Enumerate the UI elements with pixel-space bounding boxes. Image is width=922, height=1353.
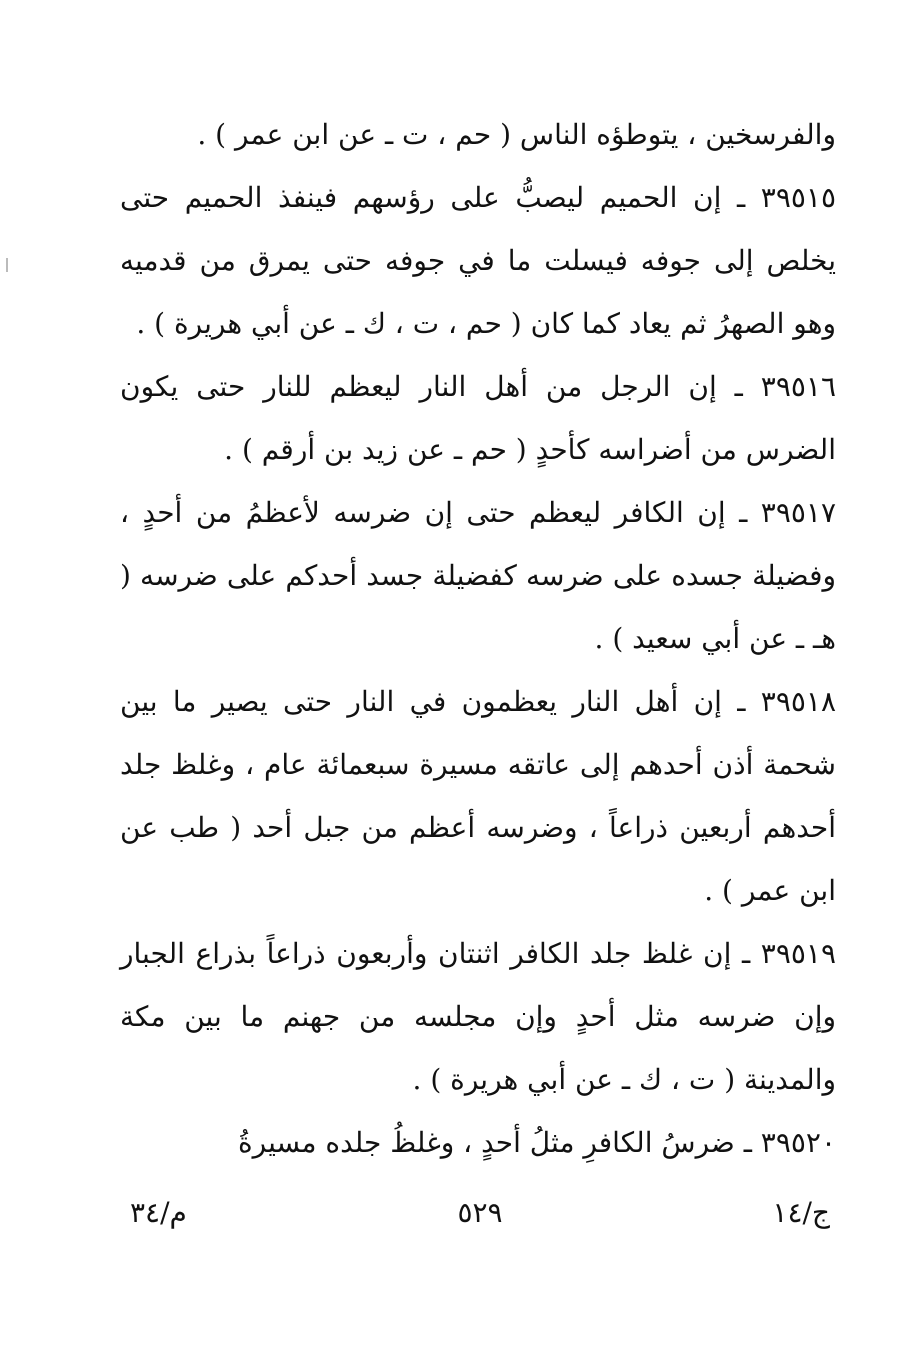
page-footer	[130, 1196, 830, 1246]
hadith-39515: ٣٩٥١٥ ـ إن الحميم ليصبُّ على رؤسهم فينفذ الحميم حتى يخلص إلى جوفه فيسلت ما في جوفه حتى يمرق من قدميه وهو الصهرُ ثم يعاد كما كان ( حم ، ت ، ك ـ عن أبي هريرة ) .	[120, 181, 836, 340]
main-text	[120, 103, 836, 1174]
hadith-39518: ٣٩٥١٨ ـ إن أهل النار يعظمون في النار حتى يصير ما بين شحمة أذن أحدهم إلى عاتقه مسيرة سبعمائة عام ، وغلظ جلد أحدهم أربعين ذراعاً ، وضرسه أعظم من جبل أحد ( طب عن ابن عمر ) .	[120, 685, 836, 907]
hadith-39516: ٣٩٥١٦ ـ إن الرجل من أهل النار ليعظم للنار حتى يكون الضرس من أضراسه كأحدٍ ( حم ـ عن زيد بن أرقم ) .	[120, 370, 836, 466]
paragraph-continuation: والفرسخين ، يتوطؤه الناس ( حم ، ت ـ عن ابن عمر ) .	[197, 118, 836, 151]
hadith-39520: ٣٩٥٢٠ ـ ضرسُ الكافرِ مثلُ أحدٍ ، وغلظُ جلده مسيرةُ	[237, 1126, 836, 1159]
page-number: ٥٢٩	[457, 1196, 503, 1229]
hadith-39517: ٣٩٥١٧ ـ إن الكافر ليعظم حتى إن ضرسه لأعظمُ من أحدٍ ، وفضيلة جسده على ضرسه كفضيلة جسد أحدكم على ضرسه ( هـ ـ عن أبي سعيد ) .	[120, 496, 836, 655]
scan-mark	[6, 258, 8, 272]
volume-marker: ج/١٤	[772, 1196, 830, 1229]
footer-signature: م/٣٤	[130, 1196, 187, 1229]
hadith-39519: ٣٩٥١٩ ـ إن غلظ جلد الكافر اثنتان وأربعون ذراعاً بذراع الجبار وإن ضرسه مثل أحدٍ وإن مجلسه من جهنم ما بين مكة والمدينة ( ت ، ك ـ عن أبي هريرة ) .	[120, 937, 836, 1096]
